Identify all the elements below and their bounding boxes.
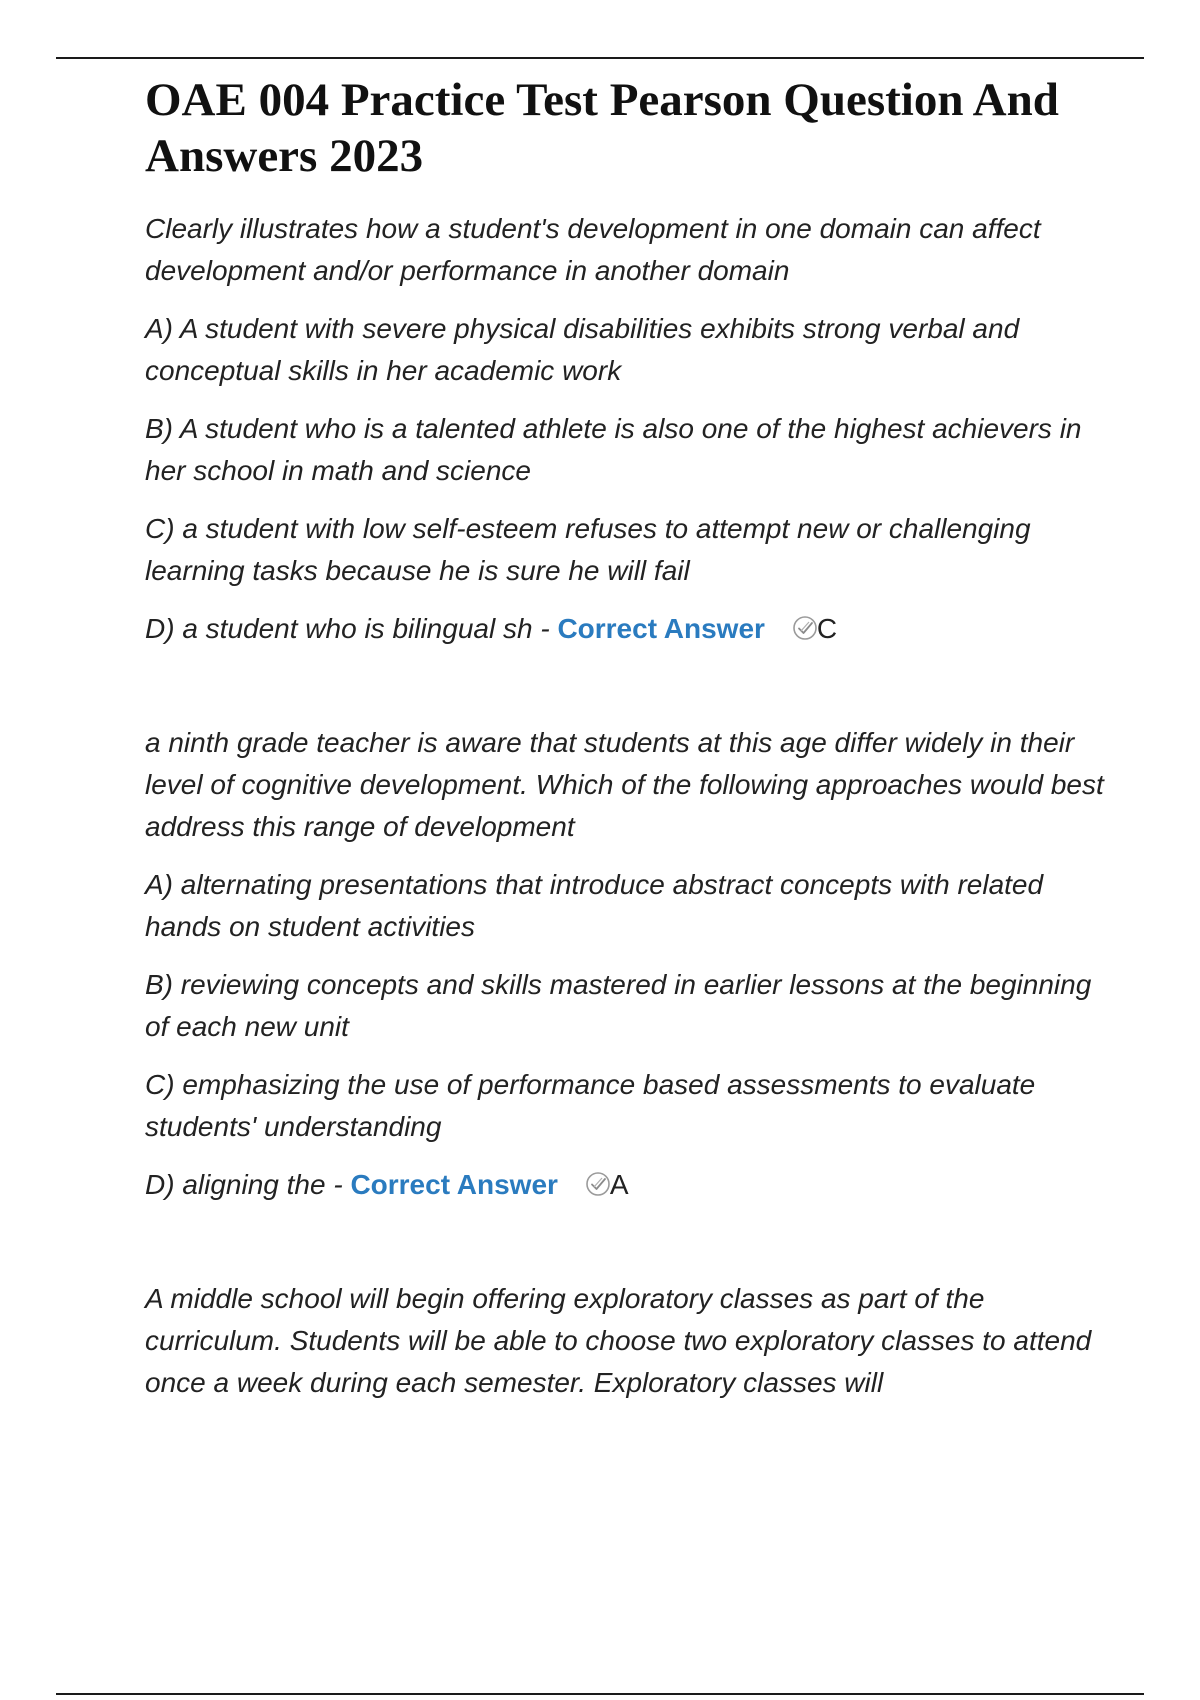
option-d-answer-line (145, 1164, 1105, 1206)
question-stem: Clearly illustrates how a student's development in one domain can affect development and/or performance in another domain (145, 213, 1041, 286)
option-d-answer-line (145, 608, 1105, 650)
option-d: D) a student who is bilingual sh - (145, 613, 558, 644)
option-c: C) a student with low self-esteem refuses to attempt new or challenging learning tasks because he is sure he will fail (145, 513, 1031, 586)
option-c: C) emphasizing the use of performance based assessments to evaluate students' understanding (145, 1069, 1036, 1142)
answer-letter: A (609, 1169, 629, 1200)
page-title: OAE 004 Practice Test Pearson Question And Answers 2023 (145, 74, 1059, 182)
bottom-rule (56, 1693, 1144, 1695)
option-a: A) A student with severe physical disabilities exhibits strong verbal and conceptual skills in her academic work (145, 313, 1020, 386)
correct-answer-label: Correct Answer (350, 1169, 558, 1200)
question-block (145, 1278, 1105, 1404)
question-block (145, 208, 1105, 650)
top-rule (56, 57, 1144, 59)
question-block (145, 722, 1105, 1206)
checkmark-circle-icon (791, 614, 819, 642)
option-a: A) alternating presentations that introduce abstract concepts with related hands on student activities (145, 869, 1044, 942)
document-body (145, 72, 1105, 1420)
checkmark-circle-icon (584, 1170, 612, 1198)
option-b: B) A student who is a talented athlete is also one of the highest achievers in her school in math and science (145, 413, 1082, 486)
option-b: B) reviewing concepts and skills mastered in earlier lessons at the beginning of each new unit (145, 969, 1092, 1042)
question-stem: A middle school will begin offering exploratory classes as part of the curriculum. Students will be able to choose two exploratory classes to attend once a week during each semester. Exploratory classes will (145, 1283, 1092, 1398)
answer-letter: C (816, 613, 838, 644)
correct-answer-label: Correct Answer (557, 613, 765, 644)
question-stem: a ninth grade teacher is aware that students at this age differ widely in their level of cognitive development. Which of the following approaches would best address this range of development (145, 727, 1104, 842)
option-d: D) aligning the - (145, 1169, 351, 1200)
